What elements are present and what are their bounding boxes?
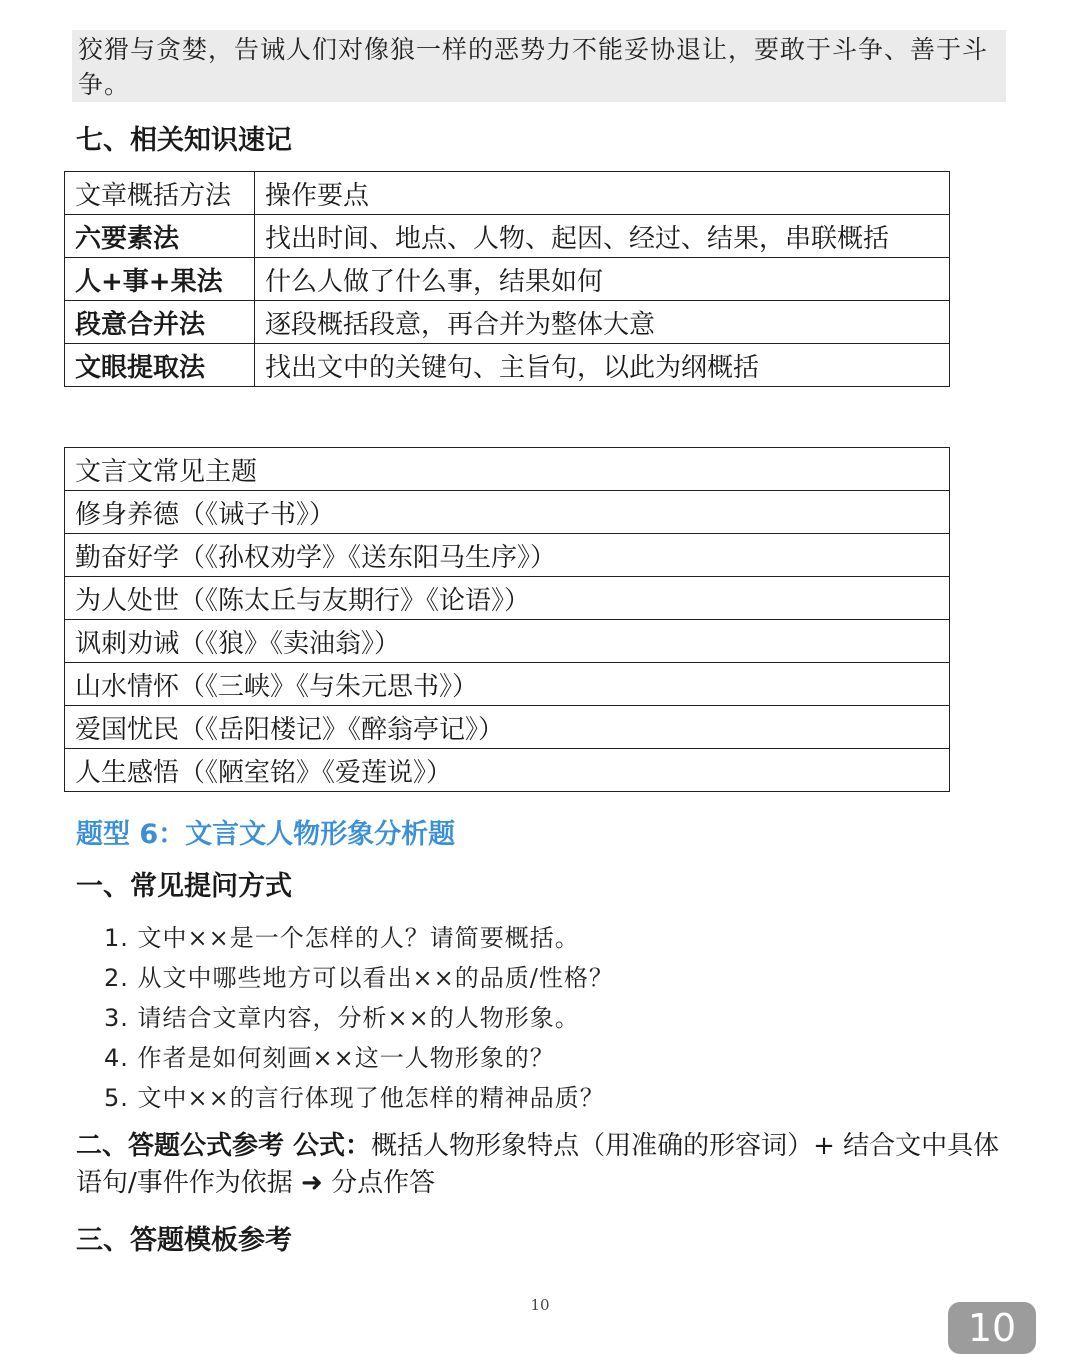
table-header-cell: 文章概括方法 — [65, 172, 255, 215]
method-name: 文眼提取法 — [65, 344, 255, 387]
list-item-number: 2. — [104, 964, 129, 992]
list-item-text: 作者是如何刻画××这一人物形象的？ — [137, 1044, 555, 1072]
list-item — [104, 1078, 614, 1118]
answer-formula-paragraph — [76, 1128, 1016, 1202]
list-item-text: 从文中哪些地方可以看出××的品质/性格？ — [137, 964, 614, 992]
method-detail: 什么人做了什么事，结果如何 — [255, 258, 950, 301]
list-item-text: 文中××的言行体现了他怎样的精神品质？ — [137, 1084, 605, 1112]
theme-cell: 讽刺劝诫（《狼》《卖油翁》） — [65, 620, 950, 663]
table-row — [65, 534, 950, 577]
list-item-text: 请结合文章内容，分析××的人物形象。 — [137, 1004, 580, 1032]
method-detail: 找出时间、地点、人物、起因、经过、结果，串联概括 — [255, 215, 950, 258]
intro-paragraph: 狡猾与贪婪，告诫人们对像狼一样的恶势力不能妥协退让，要敢于斗争、善于斗争。 — [72, 30, 1006, 102]
page-number-badge: 10 — [948, 1302, 1036, 1354]
table-row — [65, 491, 950, 534]
list-item-number: 3. — [104, 1004, 129, 1032]
summary-methods-table — [64, 171, 950, 387]
table-row — [65, 301, 950, 344]
table-header-cell: 文言文常见主题 — [65, 448, 950, 491]
table-header-row — [65, 172, 950, 215]
method-name: 段意合并法 — [65, 301, 255, 344]
theme-cell: 勤奋好学（《孙权劝学》《送东阳马生序》） — [65, 534, 950, 577]
table-row — [65, 258, 950, 301]
method-detail: 找出文中的关键句、主旨句，以此为纲概括 — [255, 344, 950, 387]
method-name: 人+事+果法 — [65, 258, 255, 301]
table-header-cell: 操作要点 — [255, 172, 950, 215]
list-item — [104, 958, 614, 998]
table-row — [65, 215, 950, 258]
method-name: 六要素法 — [65, 215, 255, 258]
list-item — [104, 1038, 614, 1078]
table-row — [65, 620, 950, 663]
list-item-text: 文中××是一个怎样的人？请简要概括。 — [137, 924, 580, 952]
section7-title: 七、相关知识速记 — [76, 125, 292, 156]
question-type-title: 题型 6：文言文人物形象分析题 — [76, 819, 456, 850]
question-list — [104, 918, 614, 1118]
table-row — [65, 706, 950, 749]
list-item-number: 5. — [104, 1084, 129, 1112]
list-item-number: 1. — [104, 924, 129, 952]
theme-cell: 修身养德（《诫子书》） — [65, 491, 950, 534]
answer-formula-text: 概括人物形象特点（用准确的形容词）+ 结合文中具体语句/事件作为依据 ➜ 分点作答 — [76, 1131, 1000, 1198]
table-row — [65, 344, 950, 387]
table-header-row — [65, 448, 950, 491]
section1-title: 一、常见提问方式 — [76, 871, 292, 902]
list-item — [104, 918, 614, 958]
theme-cell: 为人处世（《陈太丘与友期行》《论语》） — [65, 577, 950, 620]
theme-cell: 爱国忧民（《岳阳楼记》《醉翁亭记》） — [65, 706, 950, 749]
section3-title: 三、答题模板参考 — [76, 1225, 292, 1256]
theme-cell: 人生感悟（《陋室铭》《爱莲说》） — [65, 749, 950, 792]
classical-themes-table — [64, 447, 950, 792]
table-row — [65, 749, 950, 792]
list-item — [104, 998, 614, 1038]
table-row — [65, 577, 950, 620]
method-detail: 逐段概括段意，再合并为整体大意 — [255, 301, 950, 344]
page-number-footer: 10 — [530, 1296, 550, 1314]
list-item-number: 4. — [104, 1044, 129, 1072]
table-row — [65, 663, 950, 706]
theme-cell: 山水情怀（《三峡》《与朱元思书》） — [65, 663, 950, 706]
section2-title: 二、答题公式参考 公式： — [76, 1131, 372, 1161]
